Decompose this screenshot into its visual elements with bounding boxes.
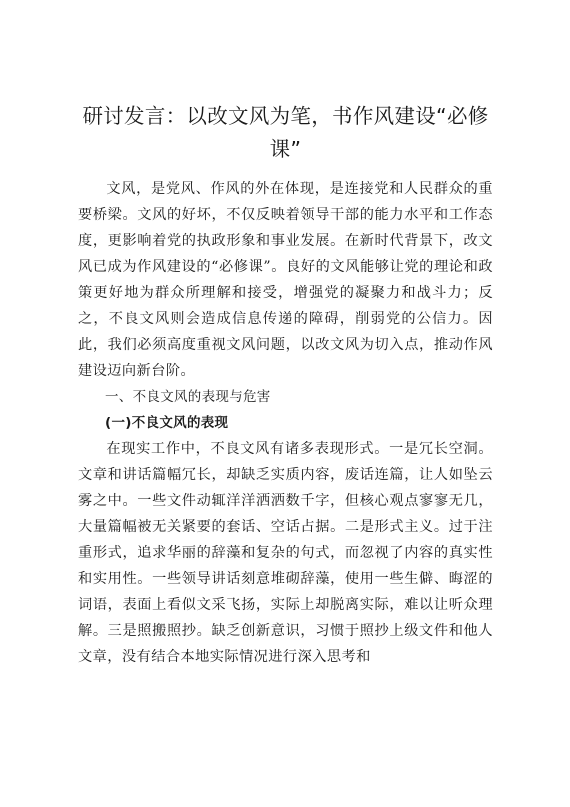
document-page <box>78 100 493 670</box>
intro-paragraph: 文风，是党风、作风的外在体现，是连接党和人民群众的重要桥梁。文风的好坏，不仅反映着领导干部的能力水平和工作态度，更影响着党的执政形象和事业发展。在新时代背景下，改文风已成为作风建设的“必修课”。良好的文风能够让党的理论和政策更好地为群众所理解和接受，增强党的凝聚力和战斗力；反之，不良文风则会造成信息传递的障碍，削弱党的公信力。因此，我们必须高度重视文风问题，以改文风为切入点，推动作风建设迈向新台阶。 <box>78 181 493 379</box>
section-heading: 一、不良文风的表现与危害 <box>105 389 271 405</box>
document-title: 研讨发言：以改文风为笔，书作风建设“必修课” <box>82 104 489 161</box>
subsection-paragraph: 在现实工作中，不良文风有诸多表现形式。一是冗长空洞。文章和讲话篇幅冗长，却缺乏实质内容，废话连篇，让人如坠云雾之中。一些文件动辄洋洋洒洒数千字，但核心观点寥寥无几，大量篇幅被无关紧要的套话、空话占据。二是形式主义。过于注重形式，追求华丽的辞藻和复杂的句式，而忽视了内容的真实性和实用性。一些领导讲话刻意堆砌辞藻，使用一些生僻、晦涩的词语，表面上看似文采飞扬，实际上却脱离实际，难以让听众理解。三是照搬照抄。缺乏创新意识，习惯于照抄上级文件和他人文章，没有结合本地实际情况进行深入思考和 <box>78 441 493 665</box>
subsection-heading: (一)不良文风的表现 <box>105 415 229 431</box>
